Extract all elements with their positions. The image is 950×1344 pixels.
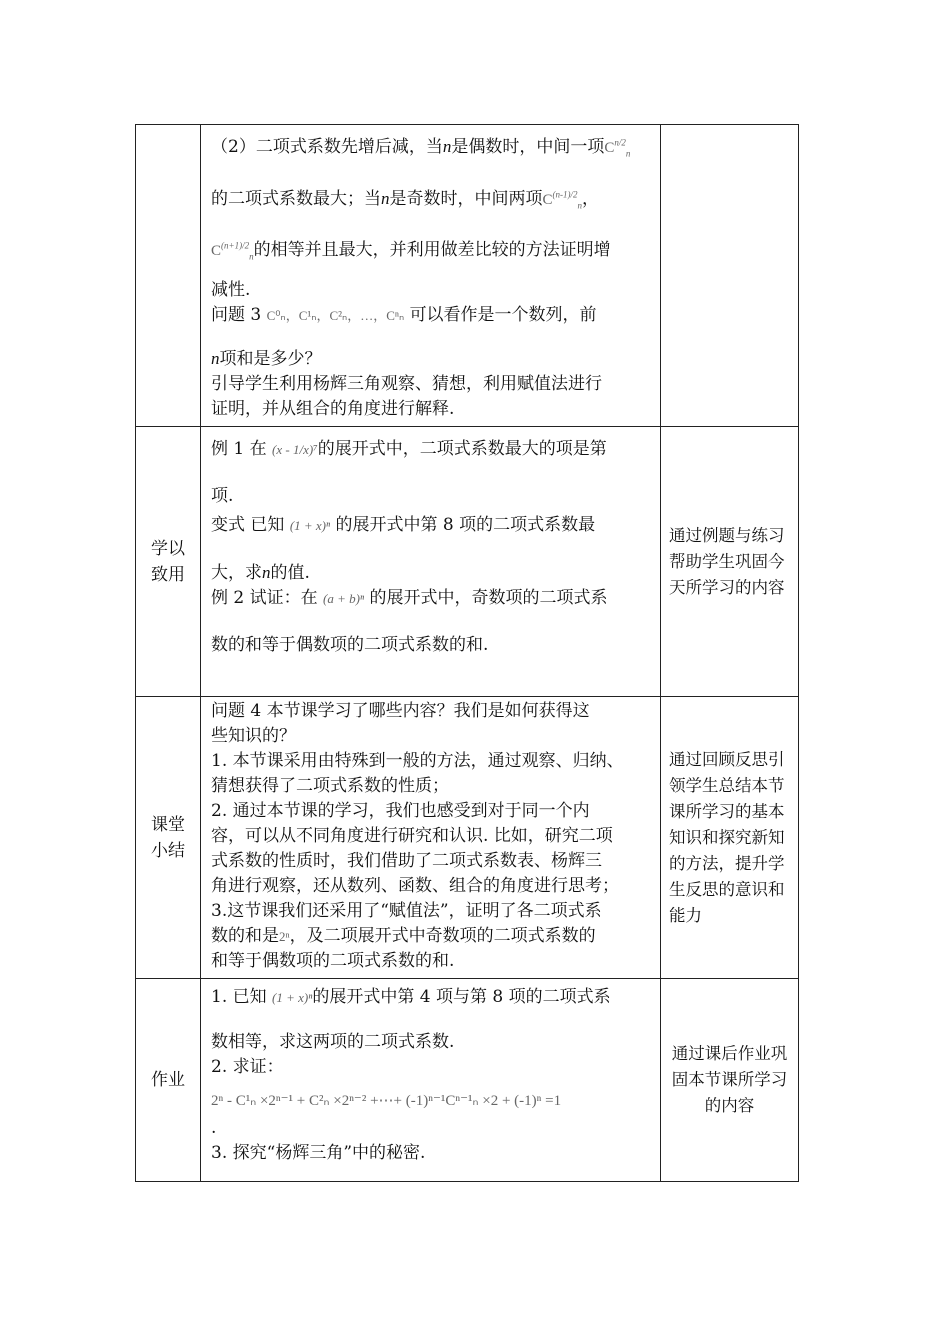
text: 角进行观察，还从数列、函数、组合的角度进行思考； xyxy=(211,876,619,896)
var-n: n xyxy=(262,563,271,582)
row-note xyxy=(661,125,799,427)
text: 3.这节课我们还采用了“赋值法”，证明了各二项式系 xyxy=(211,901,602,921)
math-expression: $C^{n/2}_n$ xyxy=(604,137,631,159)
text: ， xyxy=(582,189,600,209)
text: 3. 探究“杨辉三角”中的秘密. xyxy=(211,1143,426,1163)
text: 项和是多少？ xyxy=(219,349,322,369)
text: . xyxy=(211,1118,217,1138)
text: 项. xyxy=(211,486,234,506)
label-line: 学以 xyxy=(151,538,185,559)
lesson-plan-table xyxy=(135,124,799,1182)
math-expression: 2ⁿ xyxy=(279,929,290,944)
var-n: n xyxy=(211,349,220,368)
row-note: 通过课后作业巩固本节课所学习的内容 xyxy=(661,979,799,1182)
text: 是奇数时，中间两项 xyxy=(389,189,543,209)
text: 问题 4 本节课学习了哪些内容？我们是如何获得这 xyxy=(211,701,590,721)
label-line: 作业 xyxy=(151,1070,185,1090)
table-row xyxy=(136,979,799,1182)
text: 的展开式中，二项式系数最大的项是第 xyxy=(317,439,607,459)
math-expression: 2ⁿ - C¹ₙ ×2ⁿ⁻¹ + C²ₙ ×2ⁿ⁻² +⋯+ (-1)ⁿ⁻¹Cⁿ⁻¹ₙ ×2 + (-1)ⁿ =1 xyxy=(211,1093,562,1109)
math-expression: $C^{(n+1)/2}_n$ xyxy=(211,240,254,262)
row-label xyxy=(136,979,201,1182)
text: 和等于偶数项的二项式系数的和. xyxy=(211,951,455,971)
label-line: 致用 xyxy=(151,564,185,585)
math-expression: (1 + x)ⁿ xyxy=(272,990,313,1005)
math-expression: $C^{(n-1)/2}_n$ xyxy=(542,189,583,211)
var-n: n xyxy=(381,189,390,208)
label-line: 课堂 xyxy=(151,814,185,835)
text: 2. 通过本节课的学习，我们也感受到对于同一个内 xyxy=(211,801,590,821)
text: 数的和是 xyxy=(211,926,279,946)
text: 变式 已知 xyxy=(211,515,285,535)
label-line: 小结 xyxy=(151,840,185,861)
row-label xyxy=(136,125,201,427)
text: 证明，并从组合的角度进行解释. xyxy=(211,399,455,419)
row-content xyxy=(201,427,661,697)
text: 是偶数时，中间一项 xyxy=(451,137,605,157)
math-expression: (1 + x)ⁿ xyxy=(289,518,331,533)
text: 例 1 在 xyxy=(211,439,267,459)
text: 例 2 试证：在 xyxy=(211,588,318,608)
text: 可以看作是一个数列，前 xyxy=(409,305,597,325)
math-expression: (x - 1/x)⁷ xyxy=(272,442,318,457)
text: 式系数的性质时，我们借助了二项式系数表、杨辉三 xyxy=(211,851,602,871)
row-content xyxy=(201,979,661,1182)
text: 的值. xyxy=(270,563,310,583)
text: 数相等，求这两项的二项式系数. xyxy=(211,1032,455,1052)
math-expression: C⁰ₙ，C¹ₙ，C²ₙ，…，Cⁿₙ xyxy=(266,308,405,323)
text: 1. 本节课采用由特殊到一般的方法，通过观察、归纳、 xyxy=(211,751,624,771)
text: 些知识的？ xyxy=(211,726,296,746)
text: 2. 求证： xyxy=(211,1057,284,1077)
text: 的展开式中，奇数项的二项式系 xyxy=(369,588,608,608)
table-row xyxy=(136,125,799,427)
text: ，及二项展开式中奇数项的二项式系数的 xyxy=(289,926,596,946)
text: 的二项式系数最大；当 xyxy=(211,189,381,209)
text: 引导学生利用杨辉三角观察、猜想，利用赋值法进行 xyxy=(211,374,602,394)
text: 问题 3 xyxy=(211,305,262,325)
text: 大，求 xyxy=(211,563,262,583)
text: 的展开式中第 4 项与第 8 项的二项式系 xyxy=(312,987,611,1007)
text: 容，可以从不同角度进行研究和认识. 比如，研究二项 xyxy=(211,826,613,846)
table-row xyxy=(136,697,799,979)
text: 的展开式中第 8 项的二项式系数最 xyxy=(335,515,596,535)
table-row xyxy=(136,427,799,697)
row-content xyxy=(201,697,661,979)
row-note: 通过回顾反思引领学生总结本节课所学习的基本知识和探究新知的方法，提升学生反思的意识和能力 xyxy=(661,697,799,979)
text: 减性. xyxy=(211,280,251,300)
row-label xyxy=(136,697,201,979)
row-label xyxy=(136,427,201,697)
text: 猜想获得了二项式系数的性质； xyxy=(211,776,449,796)
row-note: 通过例题与练习帮助学生巩固今天所学习的内容 xyxy=(661,427,799,697)
row-content xyxy=(201,125,661,427)
text: （2）二项式系数先增后减，当 xyxy=(211,137,443,157)
math-expression: (a + b)ⁿ xyxy=(323,591,365,606)
var-n: n xyxy=(442,137,452,156)
text: 1. 已知 xyxy=(211,987,267,1007)
text: 数的和等于偶数项的二项式系数的和. xyxy=(211,635,489,655)
text: 的相等并且最大，并利用做差比较的方法证明增 xyxy=(253,240,611,260)
